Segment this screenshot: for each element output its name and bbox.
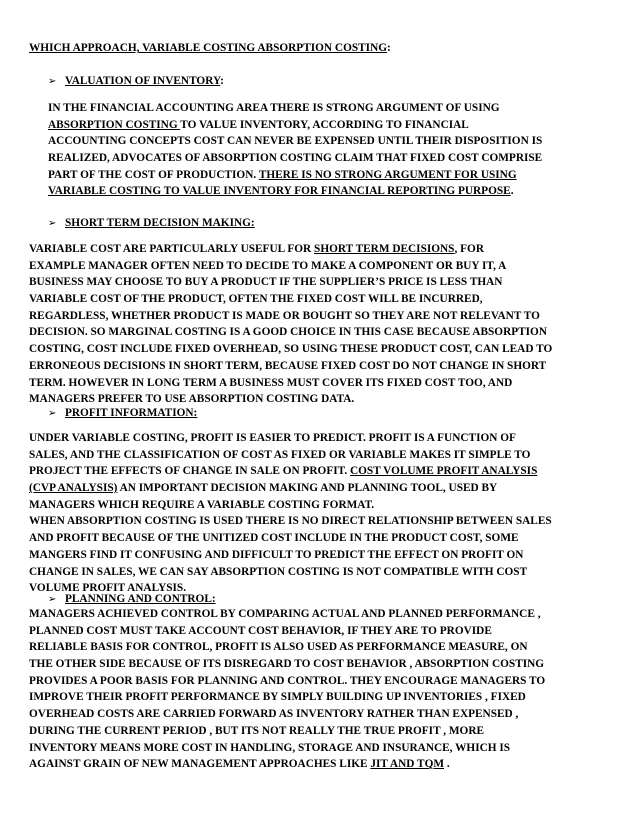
section-title: VALUATION OF INVENTORY [65,75,221,87]
line-text: . [510,185,514,198]
paragraph-line [48,183,542,200]
emphasis-text: THERE IS NO STRONG ARGUMENT FOR USING [258,168,517,181]
paragraph-line: AND PROFIT BECAUSE OF THE UNITIZED COST INCLUDE IN THE PRODUCT COST, SOME [29,532,519,545]
paragraph-line: BUSINESS MAY CHOOSE TO BUY A PRODUCT IF THE SUPPLIER’S PRICE IS LESS THAN [29,276,503,289]
paragraph-line: REGARDLESS, WHETHER PRODUCT IS MADE OR BOUGHT SO THEY ARE NOT RELEVANT TO [29,309,540,322]
line-text: . [444,758,450,771]
section-profit-paragraph [29,430,552,597]
paragraph-line: IMPROVE THEIR PROFIT PERFORMANCE BY SIMPLY BUILDING UP INVENTORIES , FIXED [29,691,526,704]
paragraph-line: REALIZED, ADVOCATES OF ABSORPTION COSTING CLAIM THAT FIXED COST COMPRISE [48,152,543,165]
paragraph-line: ACCOUNTING CONCEPTS COST CAN NEVER BE EXPENSED UNTIL THEIR DISPOSITION IS [48,135,543,148]
section-short-term-heading [48,215,255,233]
heading-colon: : [387,42,391,54]
paragraph-line: DURING THE CURRENT PERIOD , BUT ITS NOT REALLY THE TRUE PROFIT , MORE [29,724,485,737]
arrow-bullet-icon: ➢ [48,218,57,229]
heading-text: WHICH APPROACH, VARIABLE COSTING ABSORPTION COSTING [29,42,388,54]
jit-tqm-text: JIT AND TQM [370,758,445,771]
short-term-decisions-text: SHORT TERM DECISIONS [314,243,455,255]
arrow-bullet-icon: ➢ [48,76,57,87]
paragraph-line: MANGERS FIND IT CONFUSING AND DIFFICULT TO PREDICT THE EFFECT ON PROFIT ON [29,548,524,561]
section-title: PROFIT INFORMATION: [65,407,198,419]
section-valuation-heading [48,73,224,91]
paragraph-line: CHANGE IN SALES, WE CAN SAY ABSORPTION COSTING IS NOT COMPATIBLE WITH COST [29,565,528,578]
line-text: AGAINST GRAIN OF NEW MANAGEMENT APPROACHES LIKE [29,758,371,771]
paragraph-line: VARIABLE COST OF THE PRODUCT, OFTEN THE FIXED COST WILL BE INCURRED, [29,293,483,306]
absorption-costing-text: ABSORPTION COSTING [48,118,181,131]
document-heading [29,40,391,57]
line-text: TO VALUE INVENTORY, ACCORDING TO FINANCIAL [180,118,469,131]
paragraph-line: DECISION. SO MARGINAL COSTING IS A GOOD CHOICE IN THIS CASE BECAUSE ABSORPTION [29,326,548,339]
line-text: PART OF THE COST OF PRODUCTION. [48,168,259,181]
paragraph-line [48,117,542,134]
line-text: AN IMPORTANT DECISION MAKING AND PLANNING TOOL, USED BY [117,482,498,495]
paragraph-line: EXAMPLE MANAGER OFTEN NEED TO DECIDE TO MAKE A COMPONENT OR BUY IT, A [29,259,507,272]
paragraph-line: TERM. HOWEVER IN LONG TERM A BUSINESS MUST COVER ITS FIXED COST TOO, AND [29,376,513,389]
section-title-suffix: : [220,75,224,87]
paragraph-line: PROVIDES A POOR BASIS FOR PLANNING AND CONTROL. THEY ENCOURAGE MANAGERS TO [29,674,546,687]
paragraph-line [29,756,545,773]
section-title: PLANNING AND CONTROL: [65,593,216,605]
paragraph-line: MANAGERS WHICH REQUIRE A VARIABLE COSTING FORMAT. [29,498,375,511]
paragraph-line: SALES, AND THE CLASSIFICATION OF COST AS FIXED OR VARIABLE MAKES IT SIMPLE TO [29,448,531,461]
emphasis-text: VARIABLE COSTING TO VALUE INVENTORY FOR FINANCIAL REPORTING PURPOSE [48,185,511,198]
line-text: , FOR [454,243,484,255]
section-short-term-paragraph [29,241,552,408]
section-planning-paragraph [29,606,545,773]
paragraph-line: THE OTHER SIDE BECAUSE OF ITS DISREGARD TO COST BEHAVIOR , ABSORPTION COSTING [29,658,545,671]
paragraph-line: VOLUME PROFIT ANALYSIS. [29,582,187,595]
paragraph-line [29,241,552,258]
section-profit-heading [48,405,197,423]
paragraph-line: RELIABLE BASIS FOR CONTROL, PROFIT IS ALSO USED AS PERFORMANCE MEASURE, ON [29,641,528,654]
paragraph-line: INVENTORY MEANS MORE COST IN HANDLING, STORAGE AND INSURANCE, WHICH IS [29,741,511,754]
paragraph-line: PLANNED COST MUST TAKE ACCOUNT COST BEHAVIOR, IF THEY ARE TO PROVIDE [29,624,492,637]
cvp-analysis-text: COST VOLUME PROFIT ANALYSIS [349,465,538,478]
paragraph-line: MANAGERS ACHIEVED CONTROL BY COMPARING ACTUAL AND PLANNED PERFORMANCE , [29,608,541,620]
line-text: PROJECT THE EFFECTS OF CHANGE IN SALE ON PROFIT. [29,465,350,478]
section-title: SHORT TERM DECISION MAKING: [65,217,255,229]
arrow-bullet-icon: ➢ [48,408,57,419]
paragraph-line: MANAGERS PREFER TO USE ABSORPTION COSTING DATA. [29,393,355,406]
paragraph-line: UNDER VARIABLE COSTING, PROFIT IS EASIER TO PREDICT. PROFIT IS A FUNCTION OF [29,432,516,444]
paragraph-line: IN THE FINANCIAL ACCOUNTING AREA THERE IS STRONG ARGUMENT OF USING [48,102,500,114]
paragraph-line [29,463,552,480]
line-text: VARIABLE COST ARE PARTICULARLY USEFUL FOR [29,243,315,255]
section-valuation-paragraph [48,100,542,200]
paragraph-line [48,167,542,184]
arrow-bullet-icon: ➢ [48,594,57,605]
paragraph-line: ERRONEOUS DECISIONS IN SHORT TERM, BECAUSE FIXED COST DO NOT CHANGE IN SHORT [29,359,547,372]
paragraph-line [29,480,552,497]
paragraph-line: WHEN ABSORPTION COSTING IS USED THERE IS NO DIRECT RELATIONSHIP BETWEEN SALES [29,515,552,528]
cvp-abbreviation-text: (CVP ANALYSIS) [29,482,118,495]
paragraph-line: OVERHEAD COSTS ARE CARRIED FORWARD AS INVENTORY RATHER THAN EXPENSED , [29,708,519,721]
paragraph-line: COSTING, COST INCLUDE FIXED OVERHEAD, SO USING THESE PRODUCT COST, CAN LEAD TO [29,343,553,356]
